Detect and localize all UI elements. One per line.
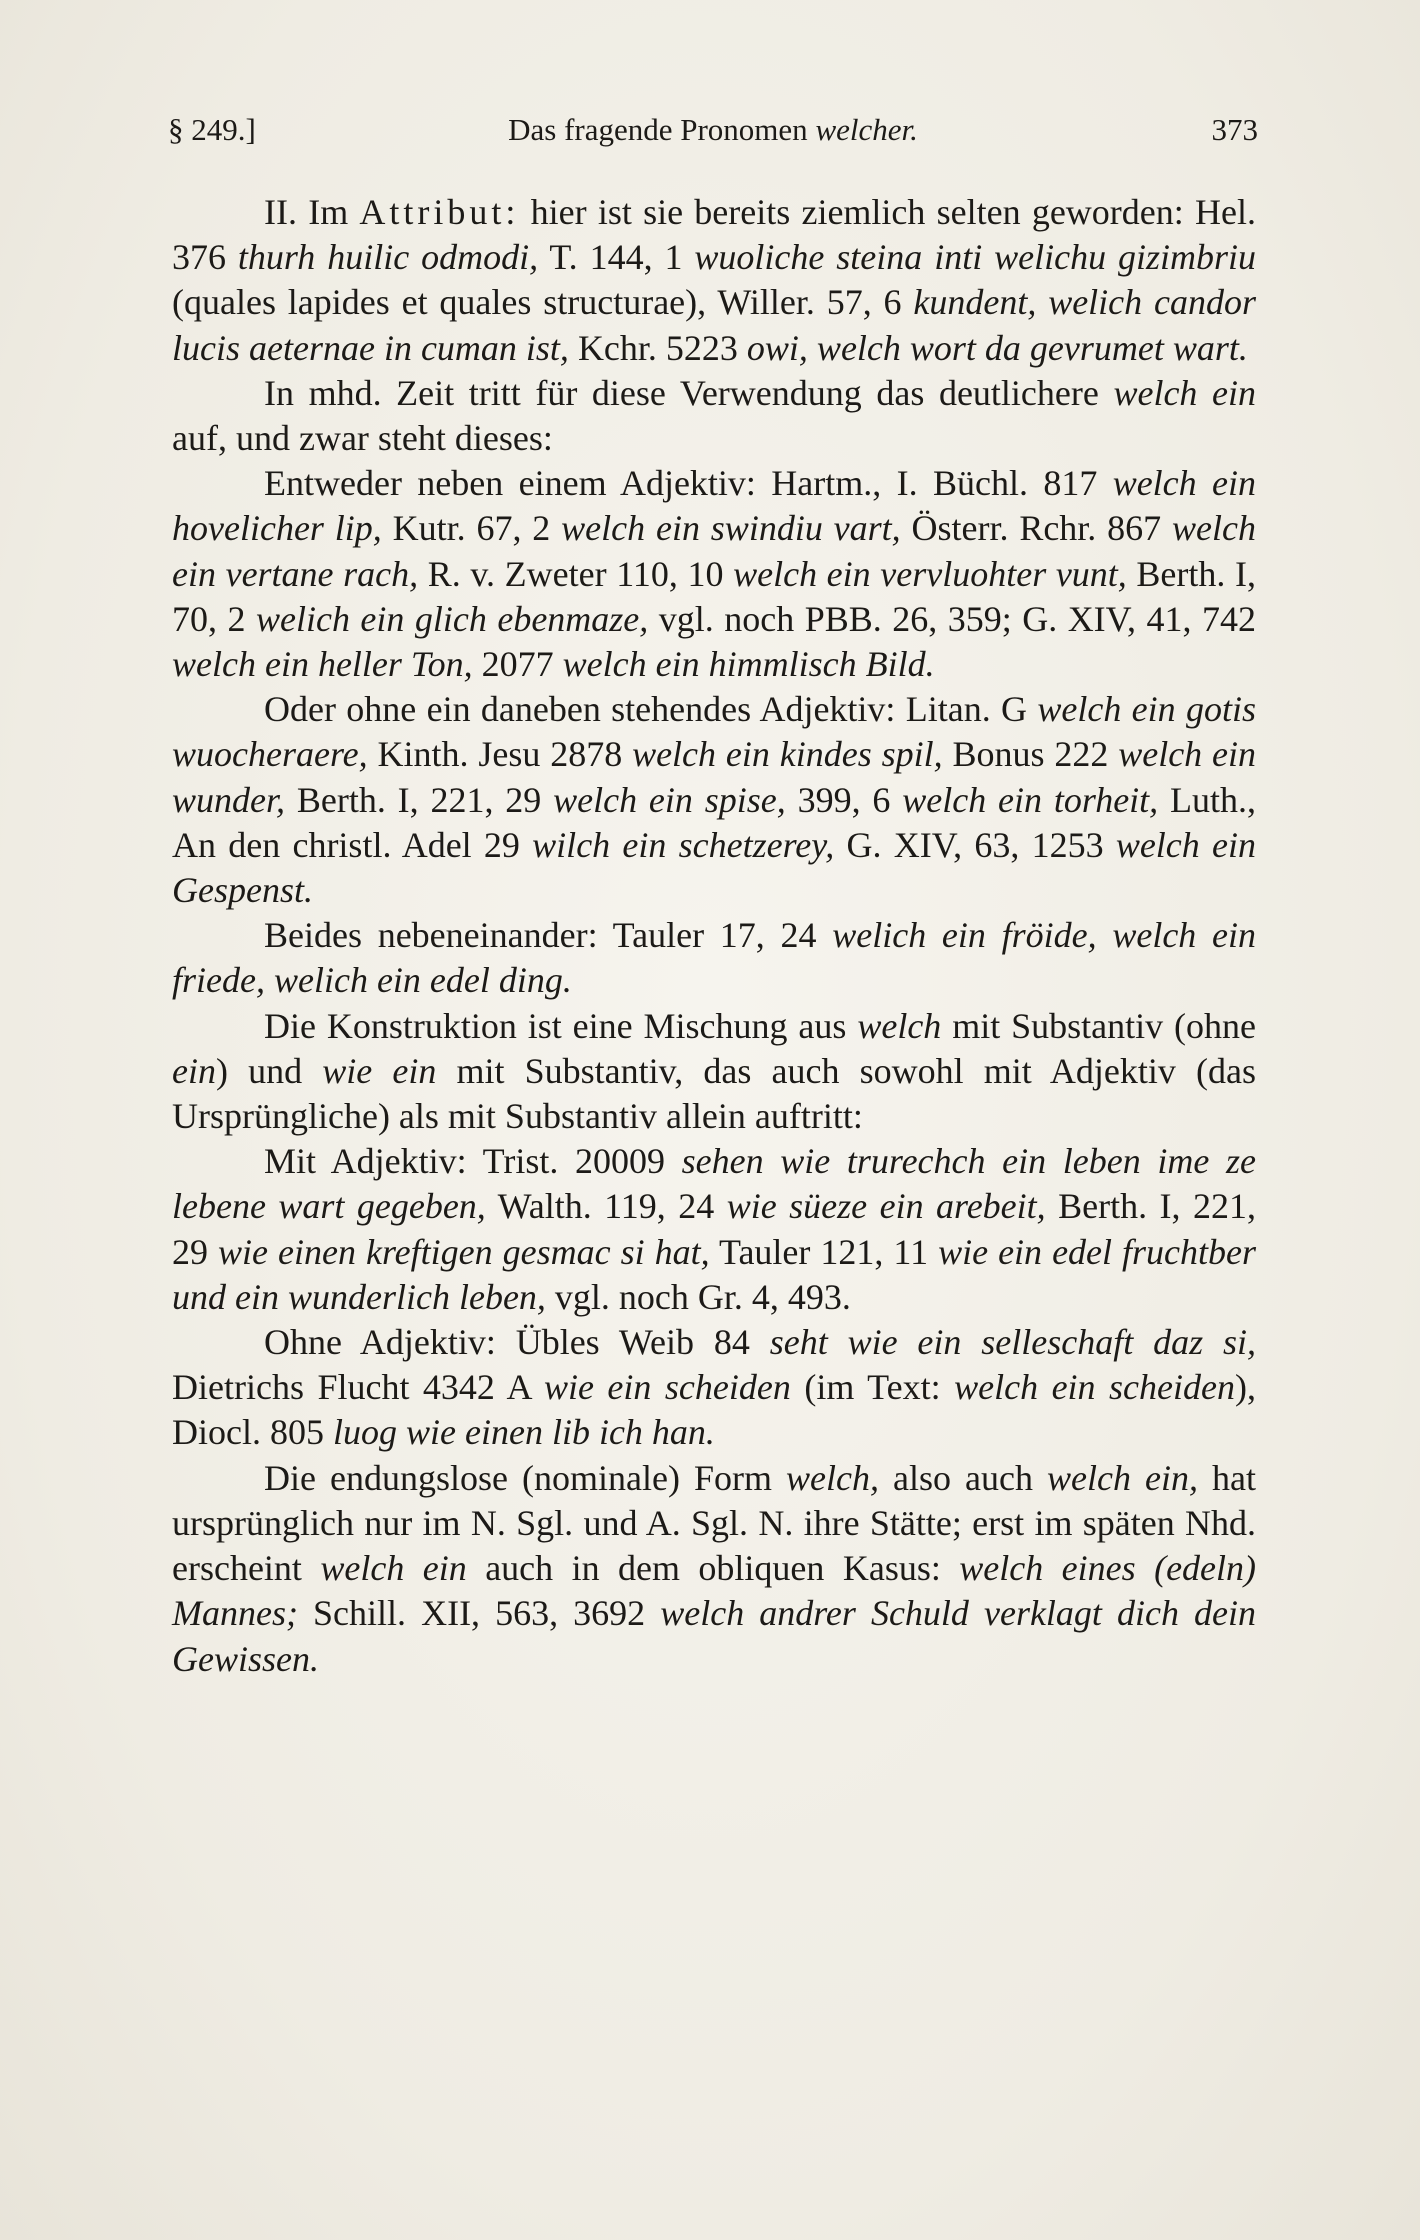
text-run: Berth. I, 221, 29 xyxy=(285,779,554,820)
paragraph xyxy=(172,371,1256,461)
citation-italic: wilch ein schetzerey, xyxy=(532,824,835,865)
citation-italic: ein xyxy=(172,1050,216,1091)
citation-italic: wie ein edel fruchtber und ein wunderlich leben, xyxy=(172,1231,1257,1317)
text-run: 399, 6 xyxy=(785,779,903,820)
text-run: R. v. Zweter 110, 10 xyxy=(418,553,734,594)
citation-italic: welch ein torheit, xyxy=(902,779,1159,820)
text-run: auch in dem obliquen Kasus: xyxy=(466,1548,960,1589)
text-run: ), Diocl. 805 xyxy=(172,1367,1256,1453)
citation-italic: welch ein xyxy=(1113,372,1256,413)
citation-italic: welich ein fröide, welch ein friede, welich ein edel ding. xyxy=(172,915,1256,1001)
paragraph xyxy=(172,1456,1256,1682)
text-run: Attribut: xyxy=(359,192,520,232)
citation-italic: welch eines (edeln) Mannes; xyxy=(172,1548,1257,1634)
text-run: Berth. I, 70, 2 xyxy=(172,553,1257,639)
citation-italic: luog wie einen lib ich han. xyxy=(332,1412,715,1453)
citation-italic: welch ein vertane rach, xyxy=(172,508,1256,594)
citation-italic: wie süeze ein arebeit, xyxy=(726,1186,1046,1227)
text-run: T. 144, 1 xyxy=(538,237,695,278)
text-run: In mhd. Zeit tritt für diese Verwendung das deutlichere xyxy=(264,372,1114,413)
text-run: Im xyxy=(308,192,360,232)
citation-italic: wie ein scheiden xyxy=(543,1367,791,1408)
paragraph-label: II. xyxy=(264,192,309,232)
citation-italic: welch ein swindiu vart, xyxy=(561,508,901,549)
citation-italic: welch ein, xyxy=(1047,1457,1198,1498)
citation-italic: welch andrer Schuld verklagt dich dein Gewissen. xyxy=(172,1593,1256,1679)
citation-italic: welch, xyxy=(786,1457,879,1498)
citation-italic: welch ein scheiden xyxy=(954,1367,1235,1408)
text-run: Ohne Adjektiv: Übles Weib 84 xyxy=(264,1322,770,1363)
text-run: Beides nebeneinander: Tauler 17, 24 xyxy=(264,915,833,956)
citation-italic: welch ein vervluohter vunt, xyxy=(733,553,1127,594)
citation-italic: welch ein xyxy=(320,1548,467,1589)
text-run: also auch xyxy=(878,1457,1047,1498)
text-run: Kutr. 67, 2 xyxy=(381,508,562,549)
citation-italic: wuoliche steina inti welichu gizimbriu xyxy=(694,237,1257,278)
paragraph xyxy=(172,461,1256,687)
citation-italic: welch ein spise, xyxy=(553,779,786,820)
text-run: Entweder neben einem Adjektiv: Hartm., I. Büchl. 817 xyxy=(264,463,1113,504)
running-title-italic: welcher. xyxy=(815,112,918,147)
text-run: Österr. Rchr. 867 xyxy=(900,508,1172,549)
paragraph xyxy=(172,1004,1256,1140)
text-run: Walth. 119, 24 xyxy=(485,1186,727,1227)
text-run: Oder ohne ein daneben stehendes Adjektiv: Litan. G xyxy=(264,689,1038,730)
citation-italic: welch ein wunder, xyxy=(172,734,1257,820)
citation-italic: wie einen kreftigen gesmac si hat, xyxy=(218,1231,710,1272)
citation-italic: wie ein xyxy=(322,1050,437,1091)
paragraph xyxy=(172,687,1256,913)
citation-italic: thurh huilic odmodi, xyxy=(237,237,539,278)
text-run: ) und xyxy=(215,1050,323,1091)
text-run: (quales lapides et quales structurae), Willer. 57, 6 xyxy=(172,282,914,323)
body-text xyxy=(172,190,1256,1682)
text-run: vgl. noch PBB. 26, 359; G. XIV, 41, 742 xyxy=(648,598,1256,639)
text-run: Kchr. 5223 xyxy=(568,327,747,368)
page-number: 373 xyxy=(1211,112,1258,147)
running-title xyxy=(168,108,1258,152)
text-run: (im Text: xyxy=(790,1367,955,1408)
paragraph xyxy=(172,913,1256,1003)
text-run: Mit Adjektiv: Trist. 20009 xyxy=(264,1141,682,1182)
text-run: Die Konstruktion ist eine Mischung aus xyxy=(264,1005,858,1046)
text-run: Luth., An den christl. Adel 29 xyxy=(172,779,1256,865)
citation-italic: welch xyxy=(857,1005,942,1046)
text-run: G. XIV, 63, 1253 xyxy=(834,824,1116,865)
citation-italic: welch ein heller Ton, xyxy=(172,644,473,685)
paragraph xyxy=(172,1139,1256,1320)
citation-italic: welch ein Gespenst. xyxy=(172,824,1257,911)
running-title-plain: Das fragende Pronomen xyxy=(508,112,816,147)
citation-italic: sehen wie trurechch ein leben ime ze lebene wart gegeben, xyxy=(172,1141,1256,1227)
text-run: Die endungslose (nominale) Form xyxy=(264,1457,786,1498)
citation-italic: owi, welch wort da gevrumet wart. xyxy=(746,327,1248,368)
text-run: Schill. XII, 563, 3692 xyxy=(297,1593,661,1634)
text-run: Berth. I, 221, 29 xyxy=(172,1186,1256,1272)
text-run: Kinth. Jesu 2878 xyxy=(367,734,633,775)
text-run: hat ursprünglich nur im N. Sgl. und A. Sgl. N. ihre Stätte; erst im späten Nhd. erscheint xyxy=(172,1457,1256,1589)
citation-italic: welch ein hovelicher lip, xyxy=(172,463,1256,549)
paragraph xyxy=(172,190,1256,371)
paragraph xyxy=(172,1320,1256,1456)
text-run: 2077 xyxy=(472,644,563,685)
text-run: Dietrichs Flucht 4342 A xyxy=(172,1367,544,1408)
text-run: hier ist sie bereits ziemlich selten geworden: Hel. 376 xyxy=(172,192,1256,278)
text-run: Tauler 121, 11 xyxy=(709,1231,939,1272)
citation-italic: welich ein glich ebenmaze, xyxy=(255,598,649,639)
text-run: vgl. noch Gr. 4, 493. xyxy=(545,1276,851,1317)
citation-italic: welch ein kindes spil, xyxy=(632,734,943,775)
citation-italic: welch ein himmlisch Bild. xyxy=(562,644,935,685)
text-run: auf, und zwar steht dieses: xyxy=(172,418,553,459)
text-run: Bonus 222 xyxy=(942,734,1119,775)
text-run: mit Substantiv, das auch sowohl mit Adjektiv (das Ursprüngliche) als mit Substantiv allein auftritt: xyxy=(172,1050,1256,1137)
section-reference: § 249.] xyxy=(168,112,256,147)
citation-italic: welch ein gotis wuocheraere, xyxy=(172,689,1256,775)
running-header xyxy=(168,108,1258,152)
citation-italic: seht wie ein selleschaft daz si, xyxy=(769,1322,1256,1363)
citation-italic: kundent, welich candor lucis aeternae in cuman ist, xyxy=(172,282,1256,368)
text-run: mit Substantiv (ohne xyxy=(941,1005,1256,1046)
